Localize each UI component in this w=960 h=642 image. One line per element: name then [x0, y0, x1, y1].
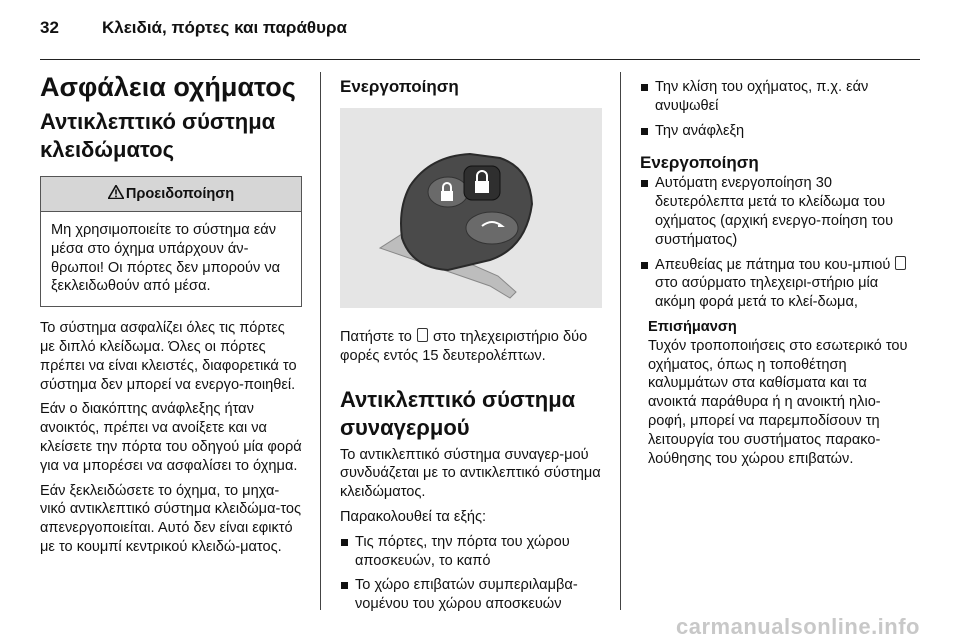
column-2 — [340, 76, 602, 620]
column-divider-1 — [320, 72, 321, 610]
list-item-text: Απευθείας με πάτημα του κου-μπιού — [655, 256, 891, 273]
image-caption — [340, 328, 602, 366]
lock-key-icon — [895, 256, 906, 270]
warning-text: Μη χρησιμοποιείτε το σύστημα εάν μέσα στο όχημα υπάρχουν άν-θρωποι! Οι πόρτες δεν μπορούν να ξεκλειδωθούν από μέσα. — [51, 222, 281, 295]
page-header — [40, 18, 347, 38]
note-block — [640, 318, 910, 468]
paragraph: Εάν ξεκλειδώσετε το όχημα, το μηχα-νικό αντικλεπτικό σύστημα κλειδώμα-τος απενεργοποιείται. Αυτό δεν είναι εφικτό με το κουμπί κεντρικού κλειδώ-ματος. — [40, 482, 302, 555]
key-fob-icon — [340, 108, 602, 308]
list-item: Την ανάφλεξη — [640, 122, 910, 141]
paragraph: Το αντικλεπτικό σύστημα συναγερ-μού συνδυάζεται με το αντικλεπτικό σύστημα κλειδώματος. — [340, 446, 601, 501]
column-divider-2 — [620, 72, 621, 610]
monitored-list-continued — [640, 78, 910, 140]
note-title: Επισήμανση — [648, 318, 737, 335]
list-item: Αυτόματη ενεργοποίηση 30 δευτερόλεπτα μετά το κλείδωμα του οχήματος (αρχική ενεργο-ποίηση του συστήματος) — [640, 174, 910, 249]
paragraph: Εάν ο διακόπτης ανάφλεξης ήταν ανοικτός, πρέπει να ανοίξετε και να κλείσετε την πόρτα του οδηγού μία φορά για να μπορέσει να ασφαλίσει το όχημα. — [40, 401, 302, 474]
warning-title: Προειδοποίηση — [125, 186, 235, 202]
section-heading: Ενεργοποίηση — [340, 77, 459, 96]
list-item-text: στο ασύρματο τηλεχειρι-στήριο μία ακόμη φορά μετά το κλεί-δωμα, — [655, 275, 879, 311]
page-number: 32 — [40, 18, 59, 37]
caption-text: Πατήστε το — [340, 329, 412, 345]
header-rule — [40, 59, 920, 60]
lock-key-icon — [417, 328, 428, 342]
column-1 — [40, 70, 302, 563]
subsection-heading-line1: Αντικλεπτικό σύστημα — [340, 386, 576, 412]
list-item: Τις πόρτες, την πόρτα του χώρου αποσκευών, το καπό — [340, 533, 602, 571]
list-item: Το χώρο επιβατών συμπεριλαμβα-νομένου του χώρου αποσκευών — [340, 576, 602, 614]
warning-triangle-icon — [108, 185, 124, 199]
key-fob-illustration — [340, 108, 602, 308]
subsection-heading-line2: κλειδώματος — [40, 137, 175, 162]
chapter-title: Κλειδιά, πόρτες και παράθυρα — [102, 18, 347, 37]
watermark: carmanualsonline.info — [676, 614, 920, 639]
note-text: Τυχόν τροποποιήσεις στο εσωτερικό του οχήματος, όπως η τοποθέτηση καλυμμάτων στα καθίσματα και τα ανοικτά παράθυρα ή η ανοικτή ηλιο-ροφή, μπορεί να παρεμποδίσουν τη λειτουργία του συστήματος παρακο-λούθησης του χώρου επιβατών. — [648, 337, 908, 467]
activation-list — [640, 174, 910, 312]
subsection-heading-line1: Αντικλεπτικό σύστημα — [40, 109, 276, 134]
warning-header — [41, 177, 301, 212]
paragraph: Το σύστημα ασφαλίζει όλες τις πόρτες με διπλό κλείδωμα. Όλες οι πόρτες πρέπει να είναι κλειστές, διαφορετικά το σύστημα δεν μπορεί να ενεργο-ποιηθεί. — [40, 320, 297, 393]
column-3 — [640, 78, 910, 474]
monitored-list — [340, 533, 602, 614]
list-item — [640, 256, 910, 312]
section-heading: Ενεργοποίηση — [640, 153, 759, 173]
caption-text: στο τηλεχειριστήριο δύο φορές εντός 15 δευτερολέπτων. — [340, 329, 588, 364]
paragraph: Παρακολουθεί τα εξής: — [340, 508, 487, 525]
list-item: Την κλίση του οχήματος, π.χ. εάν ανυψωθεί — [640, 78, 910, 116]
subsection-heading-line2: συναγερμού — [340, 414, 470, 440]
warning-box — [40, 176, 302, 307]
section-heading: Ασφάλεια οχήματος — [40, 72, 296, 102]
